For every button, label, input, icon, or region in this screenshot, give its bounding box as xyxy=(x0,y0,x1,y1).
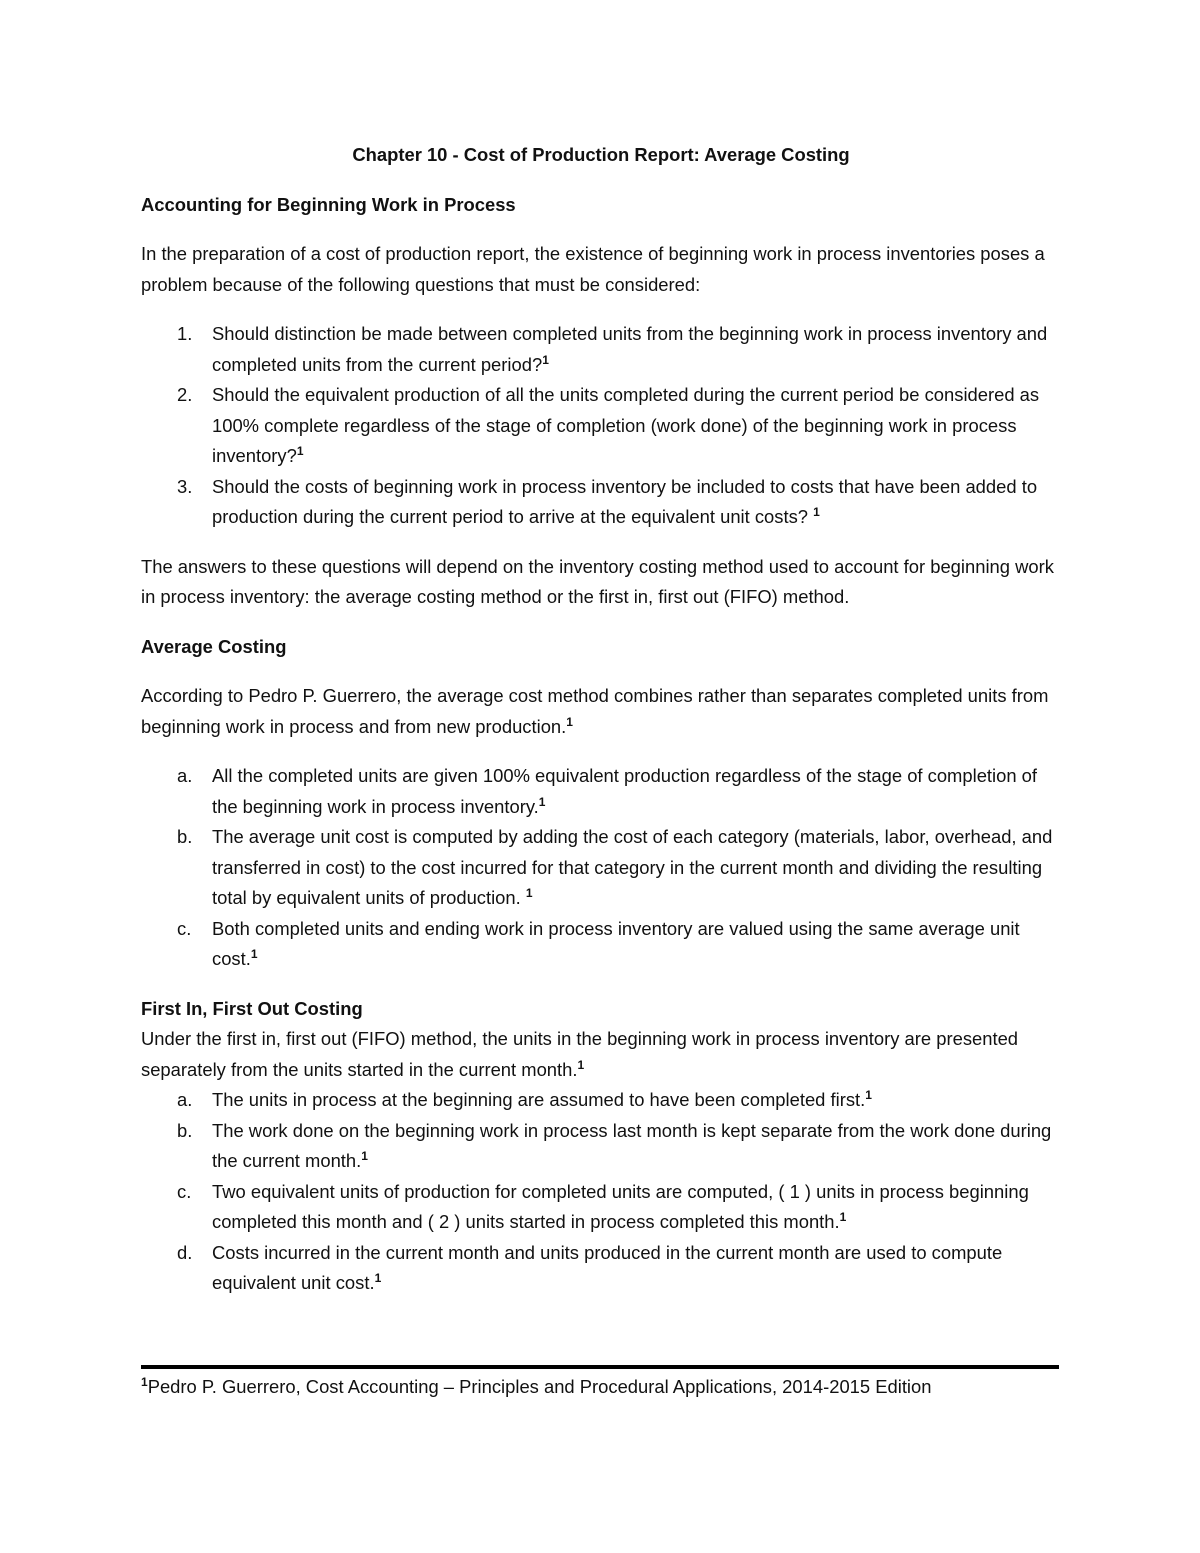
footnote-ref: 1 xyxy=(250,946,258,961)
section-heading-fifo: First In, First Out Costing xyxy=(141,997,363,1019)
footnote-ref: 1 xyxy=(865,1087,872,1102)
section-intro-beginning-wip: In the preparation of a cost of production report, the existence of beginning work in process inventories poses a problem because of the following questions that must be considered: xyxy=(141,243,1045,295)
footnote-ref: 1 xyxy=(361,1148,368,1163)
fifo-list xyxy=(141,1085,1061,1299)
footnote-ref: 1 xyxy=(577,1057,585,1072)
list-item: b. The work done on the beginning work in process last month is kept separate from the work done during the current month.$^1$ xyxy=(177,1119,1052,1171)
footnote-ref: 1 xyxy=(813,504,820,519)
list-item: 3. Should the costs of beginning work in process inventory be included to costs that have been added to production during the current period to arrive at the equivalent unit costs? $^1$ xyxy=(177,475,1038,527)
section-heading-average-costing: Average Costing xyxy=(141,635,287,657)
document-body xyxy=(141,140,1061,1299)
list-item: 1. Should distinction be made between completed units from the beginning work in process inventory and completed units from the current period?$^1$ xyxy=(177,323,1048,375)
footnote-ref: 1 xyxy=(538,794,546,809)
footnote-ref: 1 xyxy=(525,885,533,900)
section-intro-average-costing: According to Pedro P. Guerrero, the average cost method combines rather than separates completed units from beginning work in process and from new production.$^1$ xyxy=(141,685,1049,737)
footnote-divider xyxy=(141,1365,1059,1369)
list-item: b. The average unit cost is computed by adding the cost of each category (materials, labor, overhead, and transferred in cost) to the cost incurred for that category in the current month and dividing the resulting total by equivalent units of production. $^1$ xyxy=(177,826,1053,908)
footnote-ref: 1 xyxy=(296,443,304,458)
list-item: 2. Should the equivalent production of all the units completed during the current period be considered as 100% complete regardless of the stage of completion (work done) of the beginning work in process inventory?$^1$ xyxy=(177,384,1040,466)
footnote-mark: 1 xyxy=(141,1374,148,1389)
page-title: Chapter 10 - Cost of Production Report: Average Costing xyxy=(352,144,850,165)
average-costing-list xyxy=(141,761,1061,975)
list-item: c. Two equivalent units of production for completed units are computed, ( 1 ) units in process beginning completed this month and ( 2 ) units started in process completed this month.$^1$ xyxy=(177,1180,1029,1232)
list-item: a. All the completed units are given 100% equivalent production regardless of the stage of completion of the beginning work in process inventory.$^1$ xyxy=(177,765,1038,817)
footnote-ref: 1 xyxy=(566,714,573,729)
footnote xyxy=(141,1372,1059,1402)
list-item: c. Both completed units and ending work in process inventory are valued using the same average unit cost.$^1$ xyxy=(177,917,1020,969)
section-intro-fifo: Under the first in, first out (FIFO) method, the units in the beginning work in process inventory are presented separately from the units started in the current month.$^1$ xyxy=(141,1028,1019,1080)
footnote-ref: 1 xyxy=(542,352,549,367)
footnote-ref: 1 xyxy=(839,1209,847,1224)
footnote-ref: 1 xyxy=(374,1270,382,1285)
footnote-text: Pedro P. Guerrero, Cost Accounting – Principles and Procedural Applications, 2014-2015 Edition xyxy=(147,1376,932,1397)
list-item: a. The units in process at the beginning are assumed to have been completed first.$^1$ xyxy=(177,1087,872,1110)
questions-list xyxy=(141,319,1061,533)
section-conclusion: The answers to these questions will depend on the inventory costing method used to account for beginning work in process inventory: the average costing method or the first in, first out (FIFO) method. xyxy=(141,555,1054,607)
list-item: d. Costs incurred in the current month and units produced in the current month are used to compute equivalent unit cost.$^1$ xyxy=(177,1241,1003,1293)
section-heading-beginning-wip: Accounting for Beginning Work in Process xyxy=(141,193,516,215)
